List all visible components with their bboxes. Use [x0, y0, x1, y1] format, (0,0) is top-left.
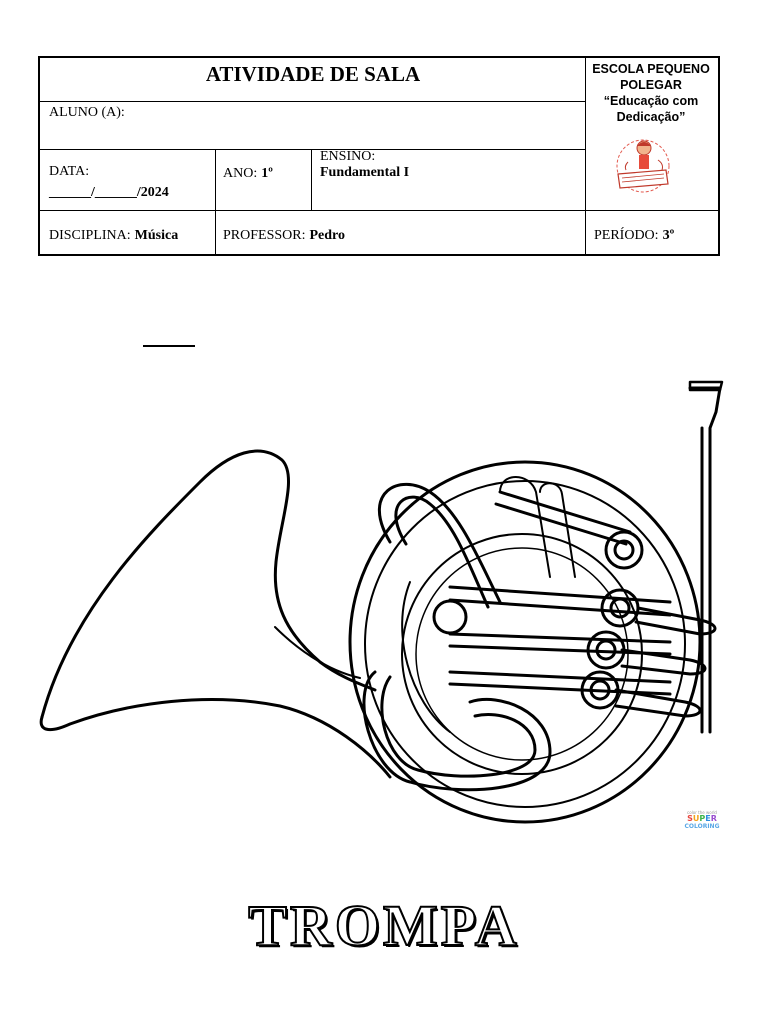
teacher-value: Pedro	[309, 228, 345, 243]
subject-label: DISCIPLINA:	[49, 228, 131, 243]
school-name-line2: POLEGAR	[620, 78, 682, 92]
answer-blank-line	[143, 345, 195, 347]
watermark-letter: S	[687, 814, 693, 823]
watermark-letter: P	[699, 814, 706, 823]
year-field	[223, 164, 273, 182]
year-label: ANO:	[223, 166, 258, 181]
divider	[40, 149, 585, 150]
watermark-letter: U	[692, 814, 700, 823]
level-field	[320, 149, 409, 181]
watermark-top: color the world	[687, 810, 717, 815]
date-field[interactable]	[49, 164, 169, 201]
school-motto-line1: “Educação com	[603, 94, 699, 108]
school-name-line1: ESCOLA PEQUENO	[592, 62, 710, 76]
divider	[311, 149, 312, 210]
level-label: ENSINO:	[320, 149, 376, 164]
student-field[interactable]	[49, 103, 125, 121]
watermark-letter: R	[710, 814, 717, 823]
instrument-caption: TROMPA	[248, 893, 520, 958]
watermark	[680, 810, 724, 836]
period-label: PERÍODO:	[594, 228, 659, 243]
school-info	[584, 58, 718, 211]
teacher-field	[223, 226, 345, 244]
date-blank-value: ______/______/2024	[49, 185, 169, 200]
level-value: Fundamental I	[320, 165, 410, 180]
teacher-label: PROFESSOR:	[223, 228, 306, 243]
year-value: 1º	[261, 166, 273, 181]
date-label: DATA:	[49, 164, 90, 179]
subject-field	[49, 226, 178, 244]
subject-value: Música	[134, 228, 179, 243]
school-logo-icon	[608, 136, 678, 198]
watermark-letter: E	[705, 814, 711, 823]
date-value	[49, 185, 169, 201]
divider	[215, 149, 216, 254]
period-value: 3º	[662, 228, 675, 243]
period-field	[594, 226, 674, 244]
watermark-bottom: COLORING	[684, 823, 720, 830]
page-title: ATIVIDADE DE SALA	[205, 62, 421, 86]
school-motto-line2: Dedicação”	[616, 110, 686, 124]
watermark-logo	[680, 815, 724, 823]
activity-header-table	[38, 56, 720, 256]
student-label: ALUNO (A):	[49, 105, 125, 120]
french-horn-icon	[30, 372, 730, 842]
french-horn-illustration	[30, 372, 730, 842]
